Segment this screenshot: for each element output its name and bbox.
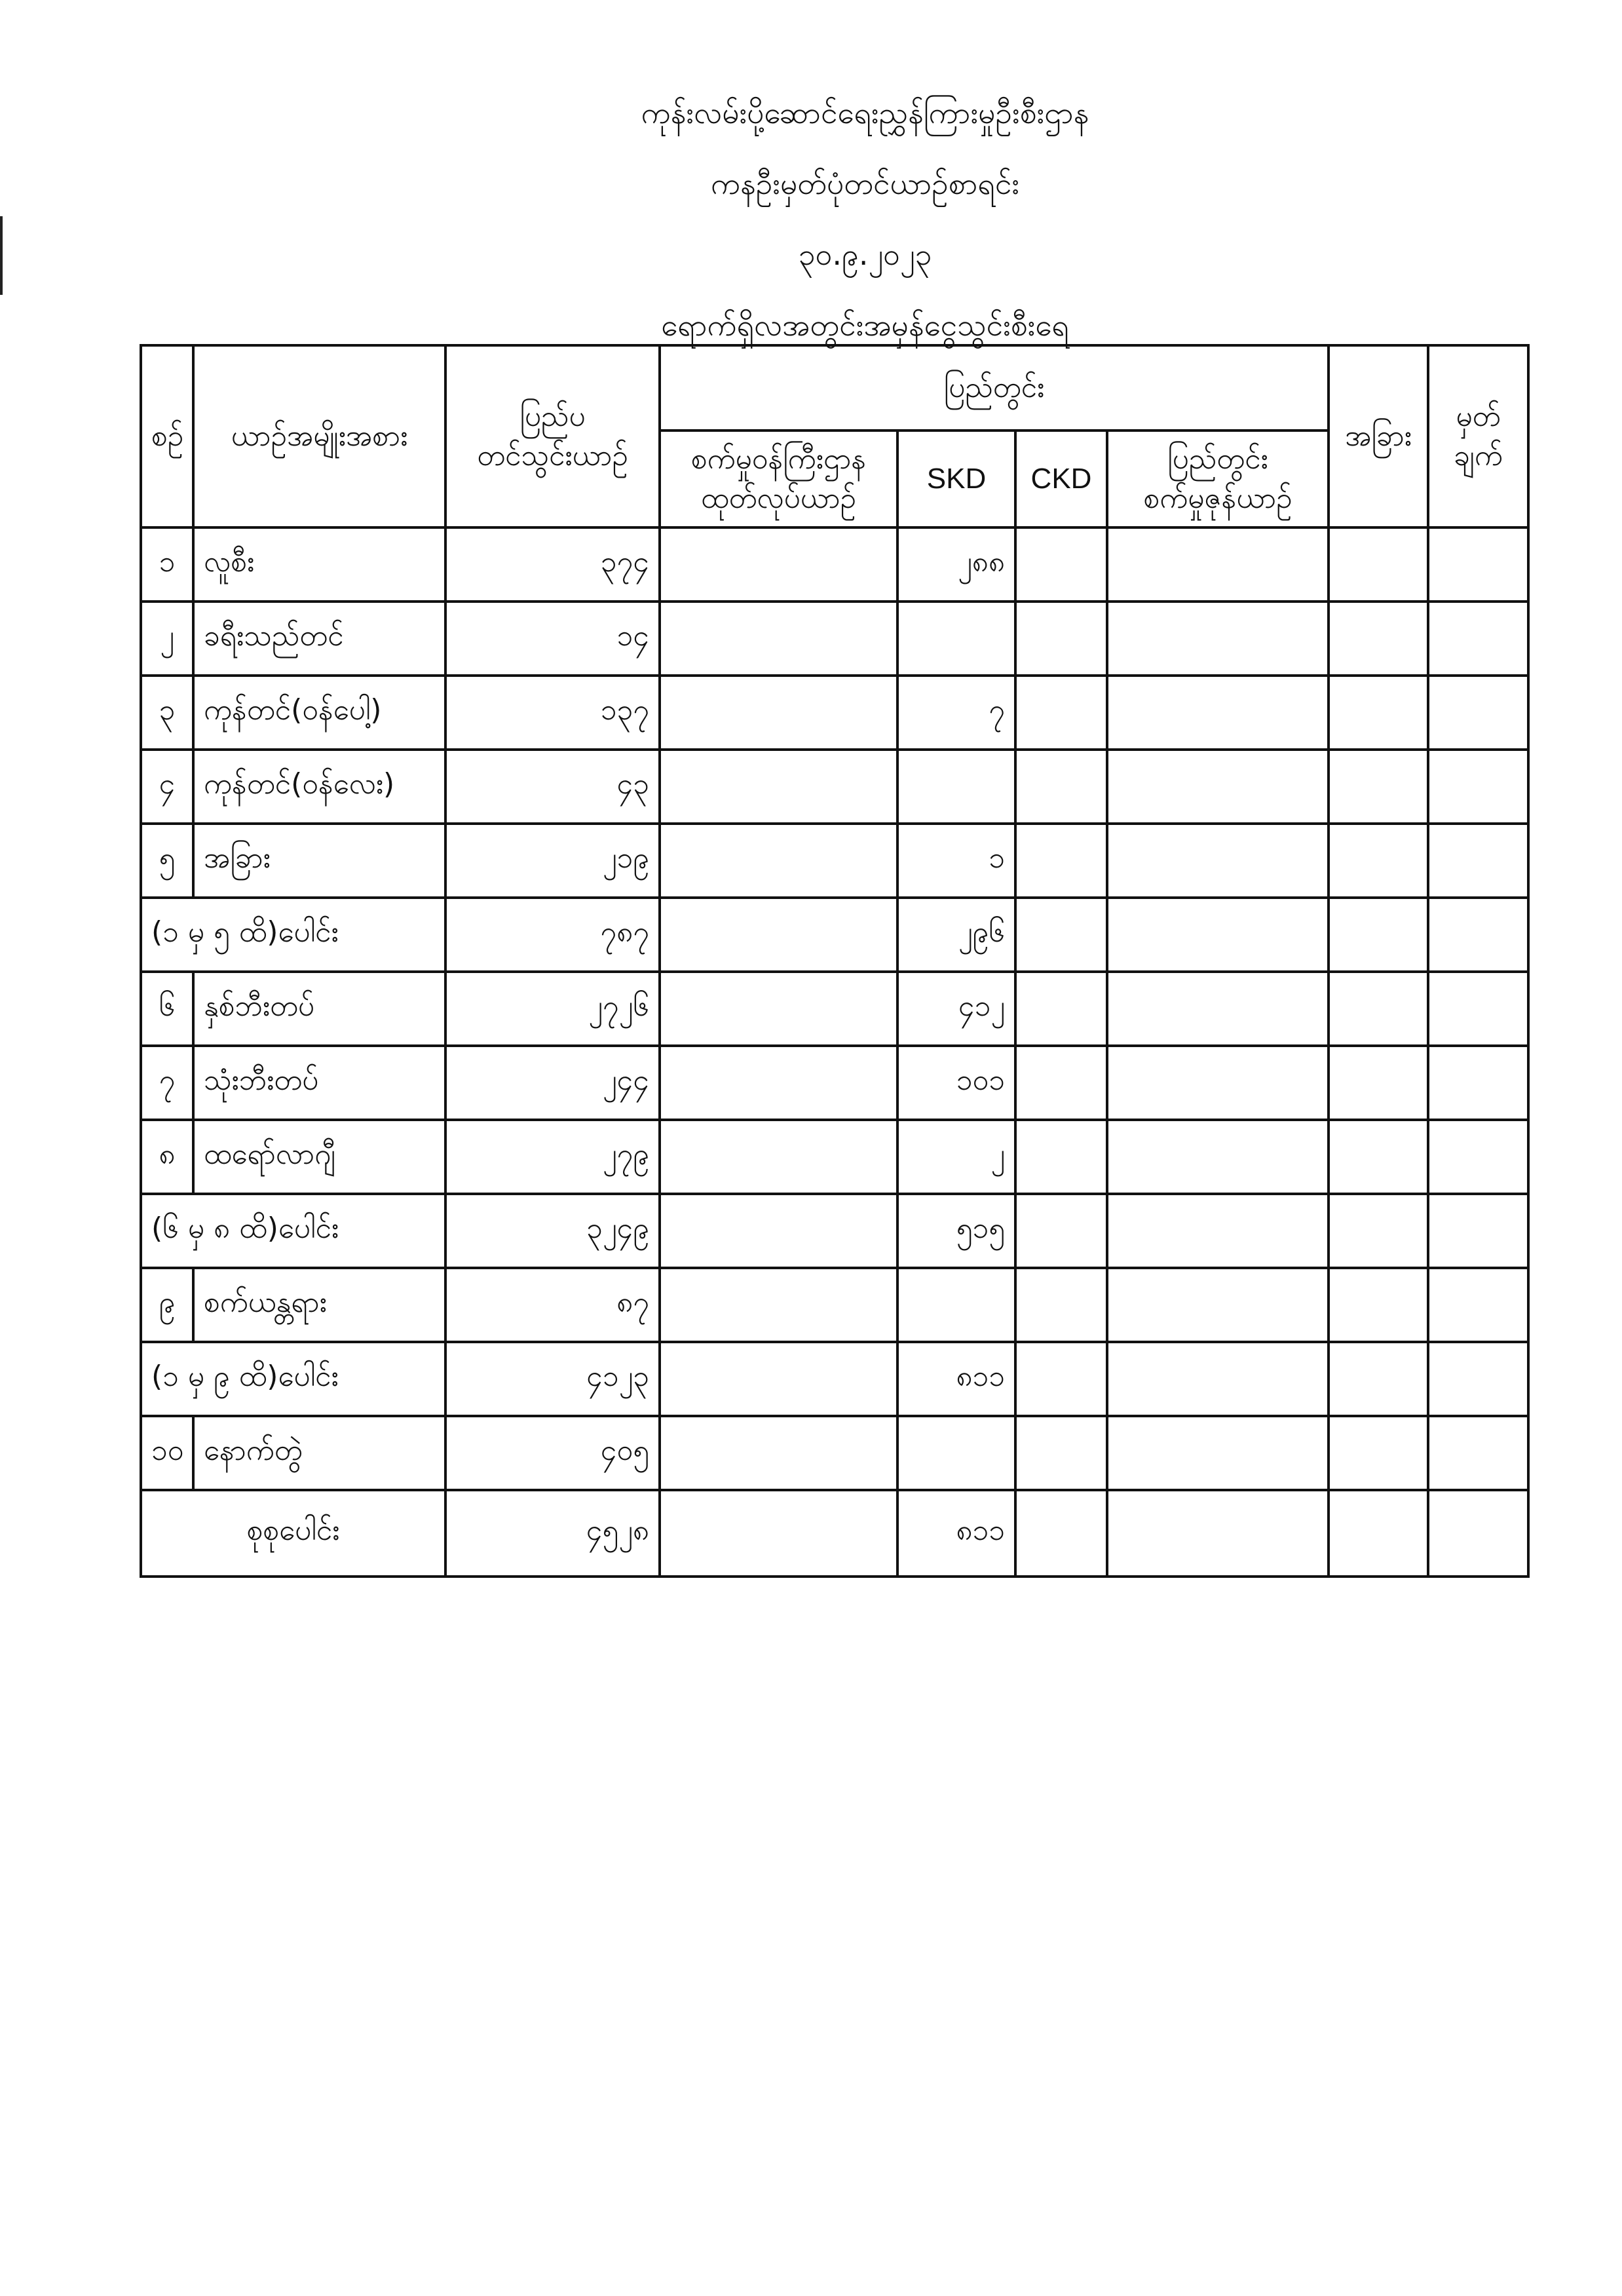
industry-count	[660, 1342, 897, 1416]
imported-count: ၃၇၄	[445, 527, 660, 602]
header-industry-ministry: စက်မှုဝန်ကြီးဌာန ထုတ်လုပ်ယာဉ်	[660, 430, 897, 527]
header-no: စဉ်	[141, 345, 193, 527]
row-number: ၄	[141, 750, 193, 824]
other-count	[1329, 750, 1428, 824]
table-row	[141, 1342, 1528, 1416]
vehicle-type: သုံးဘီးတပ်	[193, 1046, 445, 1120]
ckd-count	[1015, 824, 1107, 898]
ckd-count	[1015, 1268, 1107, 1342]
remark-cell	[1428, 1046, 1528, 1120]
other-count	[1329, 1416, 1428, 1490]
report-subtitle: ရောက်ရှိလအတွင်းအမှန်ငွေသွင်းစီးရေ	[661, 307, 1069, 343]
vehicle-type: ကုန်တင်(ဝန်လေး)	[193, 750, 445, 824]
industrial-zone-count	[1107, 676, 1329, 750]
header-vehicle-type: ယာဉ်အမျိုးအစား	[193, 345, 445, 527]
skd-count: ၁	[897, 824, 1015, 898]
imported-count: ၂၇၉	[445, 1120, 660, 1194]
ckd-count	[1015, 1046, 1107, 1120]
skd-count: ၇	[897, 676, 1015, 750]
remark-cell	[1428, 1490, 1528, 1577]
vehicle-type: ထရော်လာဂျီ	[193, 1120, 445, 1194]
ckd-count	[1015, 1120, 1107, 1194]
table-row	[141, 1046, 1528, 1120]
header-domestic: ပြည်တွင်း	[660, 345, 1329, 430]
industrial-zone-count	[1107, 972, 1329, 1046]
industry-count	[660, 750, 897, 824]
imported-count: ၈၇	[445, 1268, 660, 1342]
table-row	[141, 1416, 1528, 1490]
imported-count: ၁၃၇	[445, 676, 660, 750]
industry-count	[660, 898, 897, 972]
table-row	[141, 676, 1528, 750]
other-count	[1329, 972, 1428, 1046]
row-number: ၁	[141, 527, 193, 602]
table-row	[141, 602, 1528, 676]
skd-count: ၁၀၁	[897, 1046, 1015, 1120]
other-count	[1329, 602, 1428, 676]
ckd-count	[1015, 972, 1107, 1046]
ckd-count	[1015, 1342, 1107, 1416]
skd-count: ၅၁၅	[897, 1194, 1015, 1268]
ckd-count	[1015, 1194, 1107, 1268]
row-number: ၃	[141, 676, 193, 750]
other-count	[1329, 1342, 1428, 1416]
industrial-zone-count	[1107, 898, 1329, 972]
other-count	[1329, 1046, 1428, 1120]
vehicle-type: စက်ယန္တရား	[193, 1268, 445, 1342]
ckd-count	[1015, 527, 1107, 602]
table-row	[141, 824, 1528, 898]
imported-count: ၂၄၄	[445, 1046, 660, 1120]
row-number: ၈	[141, 1120, 193, 1194]
other-count	[1329, 1120, 1428, 1194]
registration-table	[140, 344, 1530, 1578]
vehicle-type: နှစ်ဘီးတပ်	[193, 972, 445, 1046]
industrial-zone-count	[1107, 1046, 1329, 1120]
skd-count	[897, 1268, 1015, 1342]
other-count	[1329, 527, 1428, 602]
report-date: ၃၀.၉.၂၀၂၃	[798, 237, 932, 272]
industry-count	[660, 1120, 897, 1194]
remark-cell	[1428, 602, 1528, 676]
industrial-zone-count	[1107, 1342, 1329, 1416]
subtotal-label: (၆ မှ ၈ ထိ)ပေါင်း	[141, 1194, 445, 1268]
vehicle-type: လူစီး	[193, 527, 445, 602]
remark-cell	[1428, 527, 1528, 602]
industry-count	[660, 1268, 897, 1342]
subtotal-label: (၁ မှ ၉ ထိ)ပေါင်း	[141, 1342, 445, 1416]
skd-count	[897, 1416, 1015, 1490]
remark-cell	[1428, 1342, 1528, 1416]
imported-count: ၂၇၂၆	[445, 972, 660, 1046]
other-count	[1329, 898, 1428, 972]
industrial-zone-count	[1107, 527, 1329, 602]
table-row	[141, 898, 1528, 972]
industry-count	[660, 1046, 897, 1120]
industrial-zone-count	[1107, 1416, 1329, 1490]
header-ckd: CKD	[1015, 430, 1107, 527]
row-number: ၆	[141, 972, 193, 1046]
list-title: ကနဦးမှတ်ပုံတင်ယာဉ်စာရင်း	[710, 166, 1020, 201]
remark-cell	[1428, 676, 1528, 750]
industry-count	[660, 1416, 897, 1490]
ckd-count	[1015, 1490, 1107, 1577]
header-remark: မှတ် ချက်	[1428, 345, 1528, 527]
department-title: ကုန်းလမ်းပို့ဆောင်ရေးညွှန်ကြားမှုဦးစီးဌာန	[641, 95, 1089, 130]
document-header	[0, 77, 1622, 360]
industrial-zone-count	[1107, 824, 1329, 898]
row-number: ၁၀	[141, 1416, 193, 1490]
imported-count: ၇၈၇	[445, 898, 660, 972]
header-industrial-zone: ပြည်တွင်း စက်မှုဇုန်ယာဉ်	[1107, 430, 1329, 527]
subtotal-label: (၁ မှ ၅ ထိ)ပေါင်း	[141, 898, 445, 972]
industry-count	[660, 602, 897, 676]
remark-cell	[1428, 898, 1528, 972]
industry-count	[660, 972, 897, 1046]
row-number: ၉	[141, 1268, 193, 1342]
table-row	[141, 1268, 1528, 1342]
header-imported: ပြည်ပ တင်သွင်းယာဉ်	[445, 345, 660, 527]
skd-count: ၂၈၈	[897, 527, 1015, 602]
remark-cell	[1428, 1194, 1528, 1268]
industrial-zone-count	[1107, 1120, 1329, 1194]
ckd-count	[1015, 676, 1107, 750]
grand-total-label: စုစုပေါင်း	[141, 1490, 445, 1577]
industry-count	[660, 527, 897, 602]
skd-count	[897, 750, 1015, 824]
vehicle-type: ခရီးသည်တင်	[193, 602, 445, 676]
table-row	[141, 1120, 1528, 1194]
imported-count: ၃၂၄၉	[445, 1194, 660, 1268]
other-count	[1329, 676, 1428, 750]
header-other: အခြား	[1329, 345, 1428, 527]
header-skd: SKD	[897, 430, 1015, 527]
industry-count	[660, 824, 897, 898]
row-number: ၇	[141, 1046, 193, 1120]
imported-count: ၄၁၂၃	[445, 1342, 660, 1416]
imported-count: ၄၃	[445, 750, 660, 824]
remark-cell	[1428, 1120, 1528, 1194]
ckd-count	[1015, 602, 1107, 676]
other-count	[1329, 1268, 1428, 1342]
skd-count: ၄၁၂	[897, 972, 1015, 1046]
remark-cell	[1428, 1416, 1528, 1490]
industry-count	[660, 1194, 897, 1268]
industrial-zone-count	[1107, 750, 1329, 824]
table-row	[141, 527, 1528, 602]
ckd-count	[1015, 750, 1107, 824]
row-number: ၂	[141, 602, 193, 676]
table-row	[141, 972, 1528, 1046]
table-row	[141, 1490, 1528, 1577]
other-count	[1329, 824, 1428, 898]
other-count	[1329, 1490, 1428, 1577]
imported-count: ၁၄	[445, 602, 660, 676]
vehicle-type: အခြား	[193, 824, 445, 898]
industry-count	[660, 1490, 897, 1577]
remark-cell	[1428, 1268, 1528, 1342]
skd-count: ၈၁၁	[897, 1342, 1015, 1416]
skd-count: ၂	[897, 1120, 1015, 1194]
table-row	[141, 750, 1528, 824]
industrial-zone-count	[1107, 1490, 1329, 1577]
skd-count	[897, 602, 1015, 676]
remark-cell	[1428, 750, 1528, 824]
industrial-zone-count	[1107, 1268, 1329, 1342]
industry-count	[660, 676, 897, 750]
remark-cell	[1428, 972, 1528, 1046]
vehicle-type: နောက်တွဲ	[193, 1416, 445, 1490]
other-count	[1329, 1194, 1428, 1268]
remark-cell	[1428, 824, 1528, 898]
skd-count: ၂၉၆	[897, 898, 1015, 972]
table-row	[141, 1194, 1528, 1268]
imported-count: ၄၀၅	[445, 1416, 660, 1490]
ckd-count	[1015, 898, 1107, 972]
ckd-count	[1015, 1416, 1107, 1490]
industrial-zone-count	[1107, 1194, 1329, 1268]
row-number: ၅	[141, 824, 193, 898]
vehicle-type: ကုန်တင်(ဝန်ပေါ့)	[193, 676, 445, 750]
imported-count: ၂၁၉	[445, 824, 660, 898]
imported-count: ၄၅၂၈	[445, 1490, 660, 1577]
skd-count: ၈၁၁	[897, 1490, 1015, 1577]
industrial-zone-count	[1107, 602, 1329, 676]
